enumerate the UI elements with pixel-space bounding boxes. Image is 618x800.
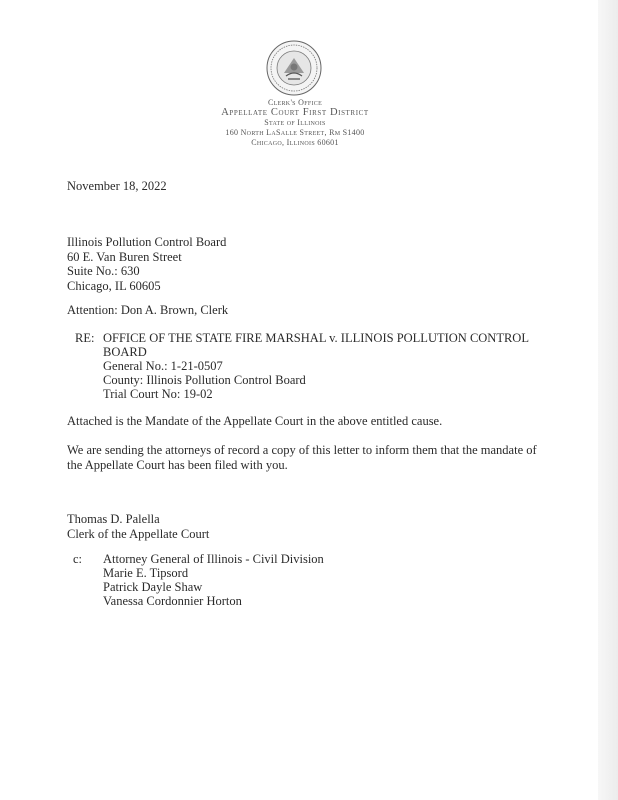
body-line: the Appellate Court has been filed with you. [67, 458, 288, 472]
body-line: We are sending the attorneys of record a copy of this letter to inform them that the mandate of [67, 443, 537, 457]
letter-date: November 18, 2022 [67, 179, 167, 193]
cc-recipient: Attorney General of Illinois - Civil Division [103, 552, 324, 566]
letterhead-office: Clerk's Office [267, 98, 323, 107]
attention-line: Attention: Don A. Brown, Clerk [67, 303, 229, 317]
cc-list [103, 552, 324, 608]
cc-label: c: [73, 552, 83, 566]
letterhead-court: Appellate Court First District [221, 107, 369, 118]
recipient-line: Illinois Pollution Control Board [67, 235, 227, 249]
recipient-line: Suite No.: 630 [67, 264, 140, 278]
body-paragraph: Attached is the Mandate of the Appellate Court in the above entitled cause. [67, 414, 443, 428]
signer-title: Clerk of the Appellate Court [67, 526, 210, 541]
cc-recipient: Marie E. Tipsord [103, 566, 189, 580]
cc-recipient: Patrick Dayle Shaw [103, 580, 203, 594]
recipient-line: Chicago, IL 60605 [67, 278, 161, 293]
general-number: General No.: 1-21-0507 [103, 359, 223, 373]
cc-recipient: Vanessa Cordonnier Horton [103, 594, 242, 608]
signer-name: Thomas D. Palella [67, 512, 160, 526]
body-paragraph [67, 443, 537, 473]
court-seal-icon [266, 40, 322, 96]
trial-court-number: Trial Court No: 19-02 [103, 387, 213, 401]
letterhead [160, 98, 430, 148]
letterhead-address: 160 North LaSalle Street, Rm S1400 [225, 128, 365, 137]
recipient-address [67, 235, 226, 293]
recipient-line: 60 E. Van Buren Street [67, 249, 182, 264]
letterhead-city: Chicago, Illinois 60601 [251, 138, 339, 147]
case-caption: BOARD [103, 345, 147, 359]
signature-block [67, 512, 209, 541]
re-block [103, 331, 529, 401]
letterhead-state: State of Illinois [264, 118, 326, 127]
scan-edge-shadow [598, 0, 618, 800]
county: County: Illinois Pollution Control Board [103, 373, 306, 387]
case-caption: OFFICE OF THE STATE FIRE MARSHAL v. ILLINOIS POLLUTION CONTROL [103, 331, 529, 345]
re-label: RE: [75, 331, 95, 345]
